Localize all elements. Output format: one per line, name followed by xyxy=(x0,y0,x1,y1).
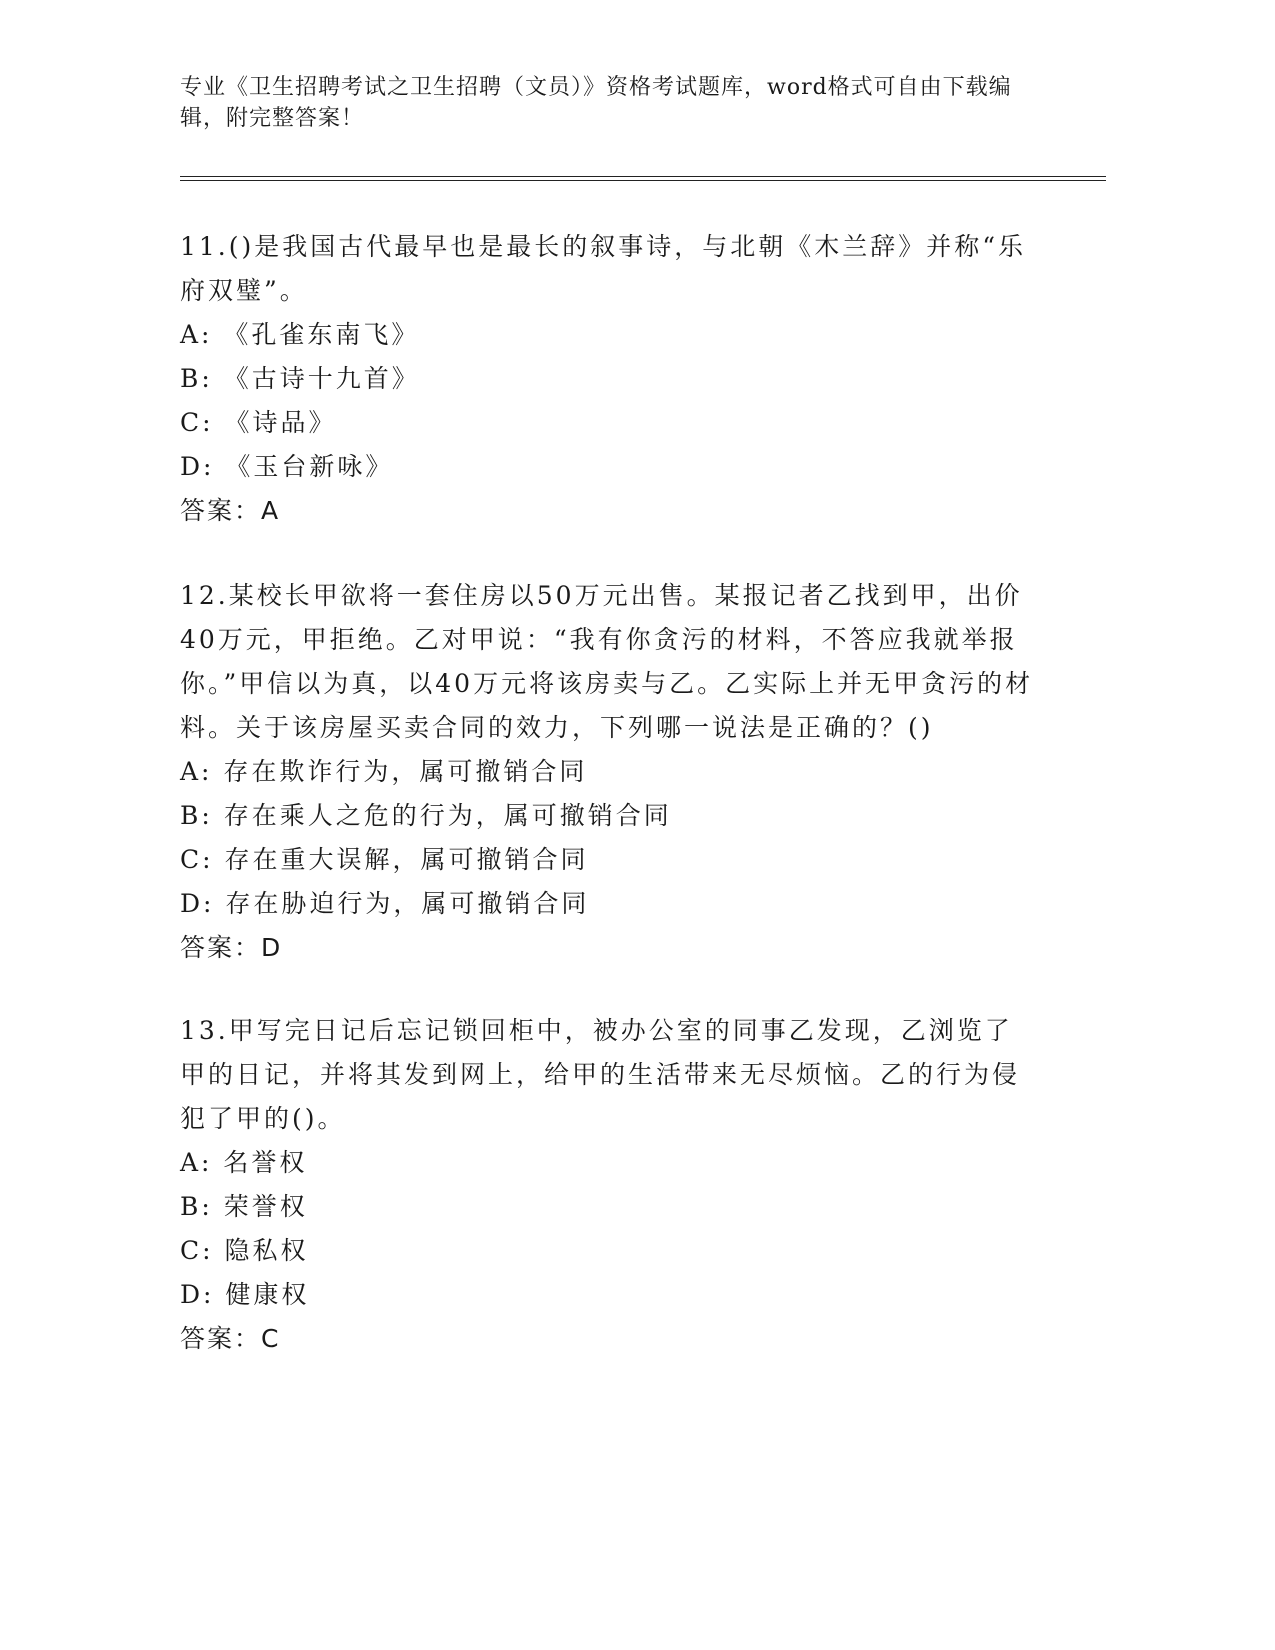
question-stem: 13.甲写完日记后忘记锁回柜中，被办公室的同事乙发现，乙浏览了甲的日记，并将其发到网上，给甲的生活带来无尽烦恼。乙的行为侵犯了甲的()。 xyxy=(180,1016,1021,1133)
header-divider xyxy=(180,176,1106,181)
question-12 xyxy=(180,574,1040,970)
option-d: D: 健康权 xyxy=(180,1280,310,1309)
question-13 xyxy=(180,1009,1040,1361)
question-stem: 12.某校长甲欲将一套住房以50万元出售。某报记者乙找到甲，出价40万元，甲拒绝。乙对甲说：“我有你贪污的材料，不答应我就举报你。”甲信以为真，以40万元将该房卖与乙。乙实际上并无甲贪污的材料。关于该房屋买卖合同的效力，下列哪一说法是正确的？() xyxy=(180,581,1034,742)
option-c: C: 存在重大误解，属可撤销合同 xyxy=(180,845,589,874)
option-a: A: 《孔雀东南飞》 xyxy=(180,320,420,349)
document-header: 专业《卫生招聘考试之卫生招聘（文员）》资格考试题库，word格式可自由下载编辑，附完整答案！ xyxy=(180,75,1012,131)
option-b: B: 荣誉权 xyxy=(180,1192,308,1221)
option-b: B: 存在乘人之危的行为，属可撤销合同 xyxy=(180,801,672,830)
option-a: A: 名誉权 xyxy=(180,1148,308,1177)
question-11 xyxy=(180,225,1040,533)
answer-line: 答案：A xyxy=(180,496,281,525)
answer-line: 答案：C xyxy=(180,1324,281,1353)
option-d: D: 存在胁迫行为，属可撤销合同 xyxy=(180,889,590,918)
option-a: A: 存在欺诈行为，属可撤销合同 xyxy=(180,757,588,786)
option-c: C: 《诗品》 xyxy=(180,408,337,437)
answer-line: 答案：D xyxy=(180,933,283,962)
question-stem: 11.()是我国古代最早也是最长的叙事诗，与北朝《木兰辞》并称“乐府双璧”。 xyxy=(180,232,1027,305)
option-b: B: 《古诗十九首》 xyxy=(180,364,420,393)
option-c: C: 隐私权 xyxy=(180,1236,309,1265)
option-d: D: 《玉台新咏》 xyxy=(180,452,394,481)
